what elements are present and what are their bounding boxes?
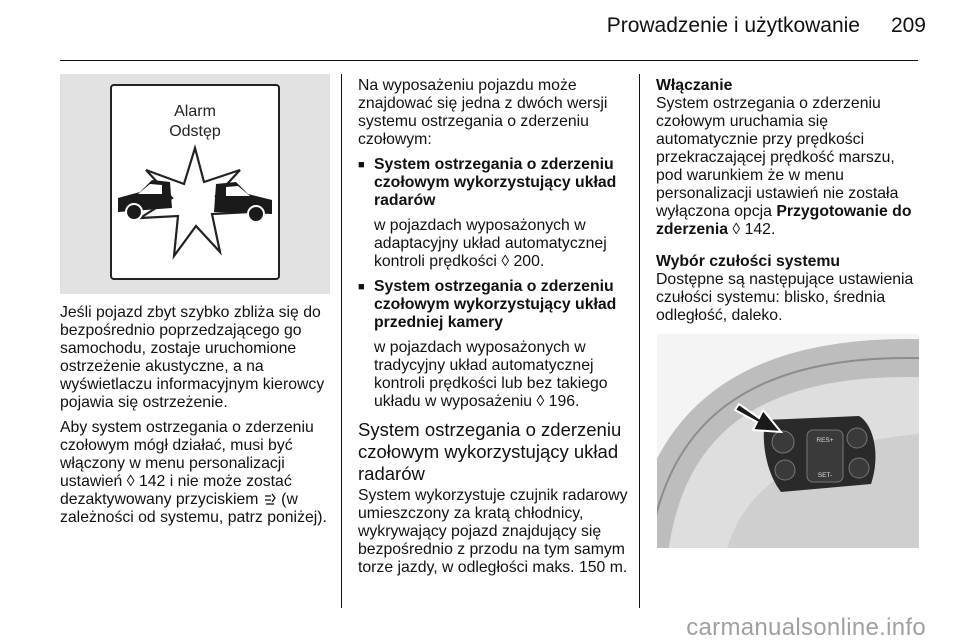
column-3 xyxy=(656,77,920,332)
collision-star-icon xyxy=(112,86,278,278)
steering-wheel-illustration xyxy=(657,334,919,548)
column-divider-2 xyxy=(639,74,640,608)
bullet-heading: System ostrzegania o zderzeniu czołowym wykorzystujący układ przedniej kamery xyxy=(374,278,617,331)
page-number: 209 xyxy=(890,14,926,37)
column-2 xyxy=(358,77,630,584)
subheading-activation: Włączanie xyxy=(656,77,733,94)
pointer-arrow-icon xyxy=(735,404,781,432)
right-car-icon xyxy=(214,182,272,222)
bullet-icon: ■ xyxy=(358,159,365,171)
steering-wheel-figure xyxy=(657,334,919,548)
collision-alarm-figure xyxy=(60,74,330,294)
figure-label-alarm: Alarm xyxy=(174,103,216,120)
reference-arrow-icon: ◊ xyxy=(501,253,510,270)
page-reference: 200. xyxy=(513,253,545,270)
bullet-text: w pojazdach wyposażonych w tradycyjny układ automatycznej kontroli prędkości lub bez takiego układu w wyposażeniu ◊ 196. xyxy=(374,339,608,410)
subheading-sensitivity: Wybór czułości systemu xyxy=(656,253,841,270)
col2-intro: Na wyposażeniu pojazdu może znajdować się jedna z dwóch wersji systemu ostrzegania o zderzeniu czołowym: xyxy=(358,77,608,148)
list-item xyxy=(358,278,630,411)
page-reference: 142 xyxy=(138,473,166,490)
reference-arrow-icon: ◊ xyxy=(536,393,545,410)
button-label-set: SET- xyxy=(817,472,833,479)
bullet-icon: ■ xyxy=(358,281,365,293)
bullet-text: w pojazdach wyposażonych w adaptacyjny układ automatycznej kontroli prędkości ◊ 200. xyxy=(374,217,607,270)
collision-button-icon xyxy=(263,492,277,506)
warning-display-frame xyxy=(110,84,280,280)
watermark: carmanualsonline.info xyxy=(686,614,926,641)
col1-paragraph-2: Aby system ostrzegania o zderzeniu czołowym mógł działać, musi być włączony w menu personalizacji ustawień ◊ 142 i nie może zostać dezaktywowany przyciskiem (w zależności od systemu, patrz poniżej). xyxy=(60,419,327,526)
page-reference: 196. xyxy=(548,393,580,410)
running-header-title: Prowadzenie i użytkowanie xyxy=(606,14,860,37)
list-item xyxy=(358,156,630,271)
reference-arrow-icon: ◊ xyxy=(126,473,135,490)
col3-paragraph-1: System ostrzegania o zderzeniu czołowym uruchamia się automatycznie przy prędkości przekraczającej prędkość marszu, pod warunkiem że w menu personalizacji ustawień nie została wyłączona opcja Przygotowanie do zderzenia ◊ 142. xyxy=(656,95,912,238)
col3-paragraph-2: Dostępne są następujące ustawienia czułości systemu: blisko, średnia odległość, daleko. xyxy=(656,271,914,324)
column-divider-1 xyxy=(341,74,342,608)
bullet-heading: System ostrzegania o zderzeniu czołowym wykorzystujący układ radarów xyxy=(374,156,617,209)
header-rule xyxy=(60,60,918,61)
page-reference: 142. xyxy=(744,221,776,238)
control-panel xyxy=(764,416,876,492)
column-1 xyxy=(60,304,332,534)
section-paragraph: System wykorzystuje czujnik radarowy umieszczony za kratą chłodnicy, wykrywający pojazd znajdujący się bezpośrednio z przodu na tym samym torze jazdy, w odległości maks. 150 m. xyxy=(358,487,628,576)
figure-label-distance: Odstęp xyxy=(169,123,221,140)
reference-arrow-icon: ◊ xyxy=(732,221,741,238)
section-heading: System ostrzegania o zderzeniu czołowym wykorzystujący układ radarów xyxy=(358,419,622,484)
button-label-res: RES+ xyxy=(816,437,834,444)
col1-paragraph-1: Jeśli pojazd zbyt szybko zbliża się do bezpośrednio poprzedzającego go samochodu, zostaje uruchomione ostrzeżenie akustyczne, a na wyświetlaczu informacyjnym kierowcy pojawia się ostrzeżenie. xyxy=(60,304,325,411)
